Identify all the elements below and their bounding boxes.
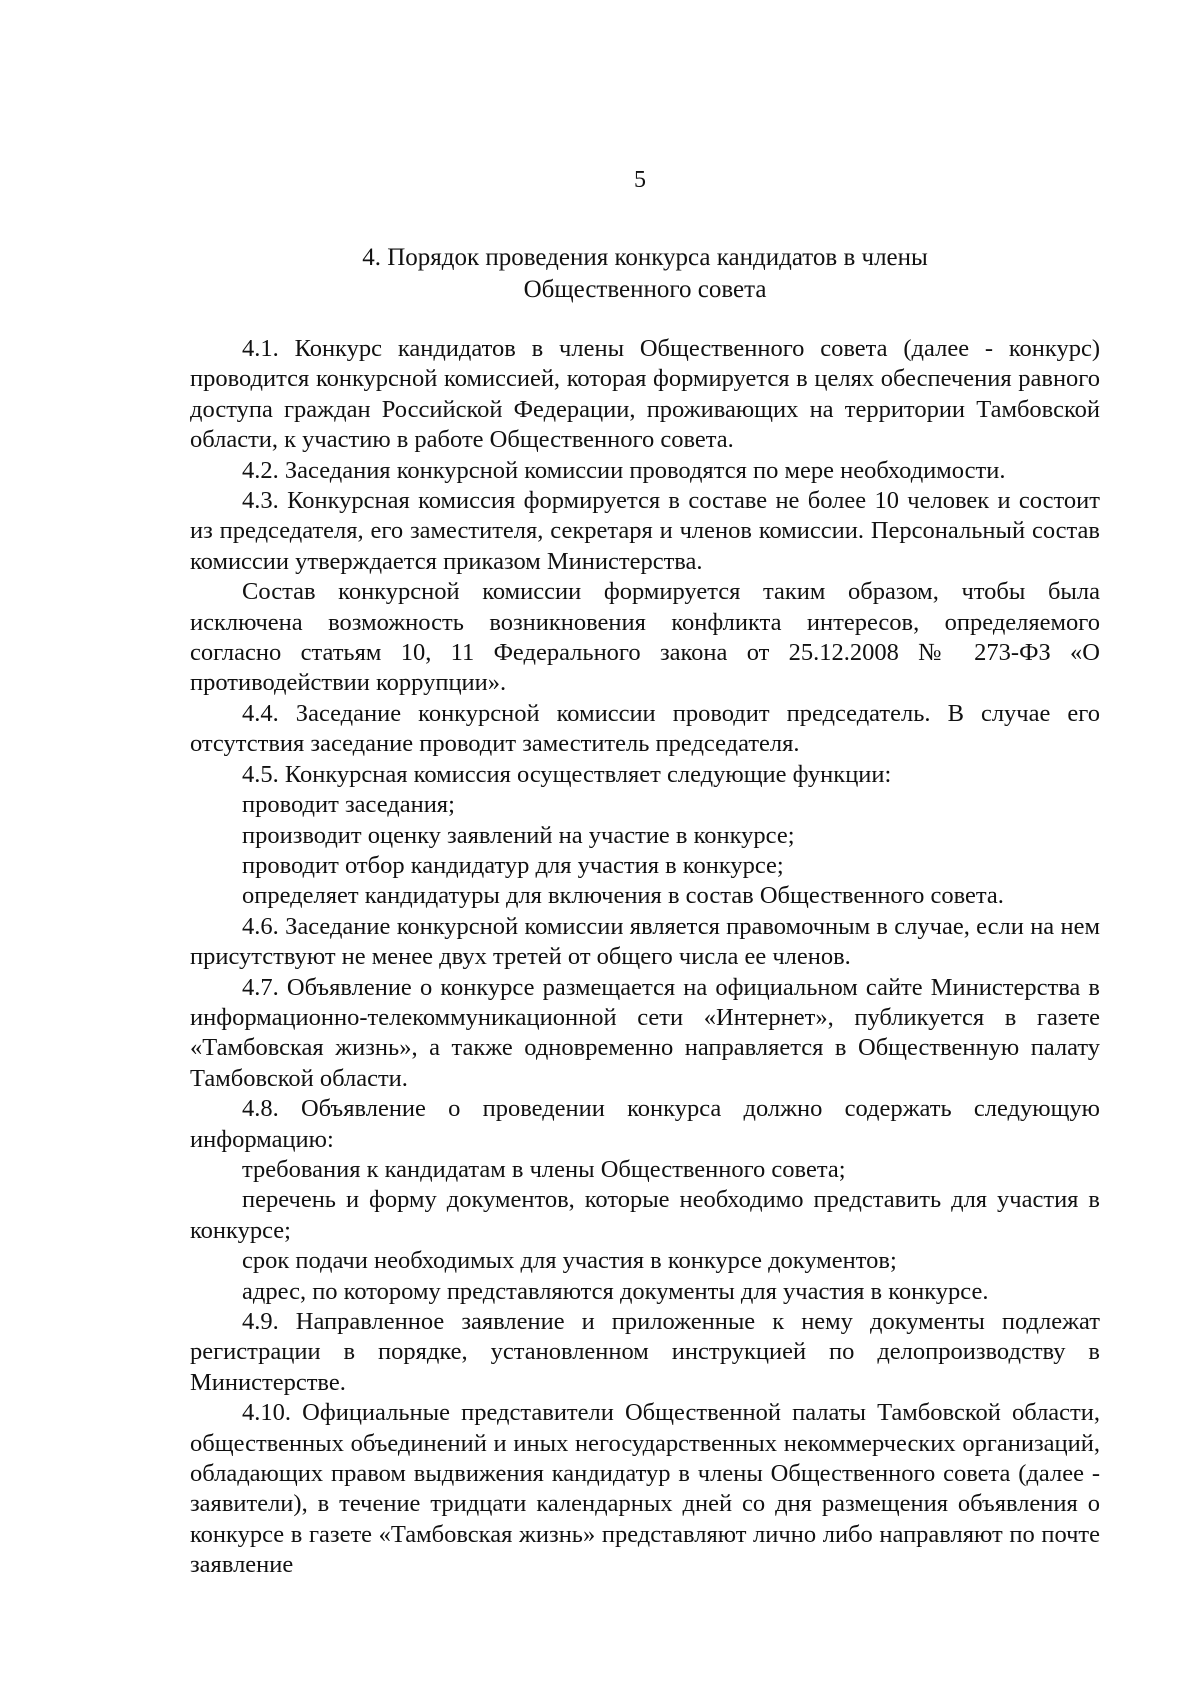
section-heading-line-2: Общественного совета	[523, 276, 767, 303]
paragraph-4-2: 4.2. Заседания конкурсной комиссии проводятся по мере необходимости.	[242, 456, 1006, 484]
list-item-function-1: проводит заседания;	[242, 791, 455, 819]
section-heading	[190, 242, 1100, 306]
list-item-announcement-2: перечень и форму документов, которые необходимо представить для участия в конкурсе;	[190, 1186, 1100, 1244]
paragraph-4-3: 4.3. Конкурсная комиссия формируется в составе не более 10 человек и состоит из председателя, его заместителя, секретаря и членов комиссии. Персональный состав комиссии утверждается приказом Министерства.	[190, 487, 1100, 575]
paragraph-4-1: 4.1. Конкурс кандидатов в члены Общественного совета (далее - конкурс) проводится конкурсной комиссией, которая формируется в целях обеспечения равного доступа граждан Российской Федерации, проживающих на территории Тамбовской области, к участию в работе Общественного совета.	[190, 335, 1100, 454]
paragraph-4-7: 4.7. Объявление о конкурсе размещается на официальном сайте Министерства в информационно-телекоммуникационной сети «Интернет», публикуется в газете «Тамбовская жизнь», а также одновременно направляется в Общественную палату Тамбовской области.	[190, 973, 1100, 1092]
page-number: 5	[634, 167, 646, 193]
paragraph-4-10: 4.10. Официальные представители Общественной палаты Тамбовской области, общественных объединений и иных негосударственных некоммерческих организаций, обладающих правом выдвижения кандидатур в члены Общественного совета (далее - заявители), в течение тридцати календарных дней со дня размещения объявления о конкурсе в газете «Тамбовская жизнь» представляют лично либо направляют по почте заявление	[190, 1399, 1100, 1579]
document-body	[190, 334, 1100, 1581]
list-item-function-2: производит оценку заявлений на участие в конкурсе;	[242, 821, 795, 849]
paragraph-4-5: 4.5. Конкурсная комиссия осуществляет следующие функции:	[242, 760, 892, 788]
list-item-function-4: определяет кандидатуры для включения в состав Общественного совета.	[242, 882, 1004, 910]
paragraph-commission-composition: Состав конкурсной комиссии формируется таким образом, чтобы была исключена возможность возникновения конфликта интересов, определяемого согласно статьям 10, 11 Федерального закона от 25.12.2008 № 273-ФЗ «О противодействии коррупции».	[190, 578, 1100, 697]
list-item-announcement-3: срок подачи необходимых для участия в конкурсе документов;	[242, 1247, 897, 1275]
list-item-announcement-1: требования к кандидатам в члены Общественного совета;	[242, 1155, 846, 1183]
paragraph-4-4: 4.4. Заседание конкурсной комиссии проводит председатель. В случае его отсутствия заседание проводит заместитель председателя.	[190, 699, 1100, 758]
section-heading-line-1: 4. Порядок проведения конкурса кандидатов в члены	[362, 244, 928, 271]
list-item-announcement-4: адрес, по которому представляются документы для участия в конкурсе.	[242, 1277, 989, 1305]
paragraph-4-8: 4.8. Объявление о проведении конкурса должно содержать следующую информацию:	[190, 1095, 1100, 1153]
paragraph-4-9: 4.9. Направленное заявление и приложенные к нему документы подлежат регистрации в порядке, установленном инструкцией по делопроизводству в Министерстве.	[190, 1308, 1100, 1396]
list-item-function-3: проводит отбор кандидатур для участия в конкурсе;	[242, 851, 784, 879]
paragraph-4-6: 4.6. Заседание конкурсной комиссии является правомочным в случае, если на нем присутствуют не менее двух третей от общего числа ее членов.	[190, 912, 1100, 971]
